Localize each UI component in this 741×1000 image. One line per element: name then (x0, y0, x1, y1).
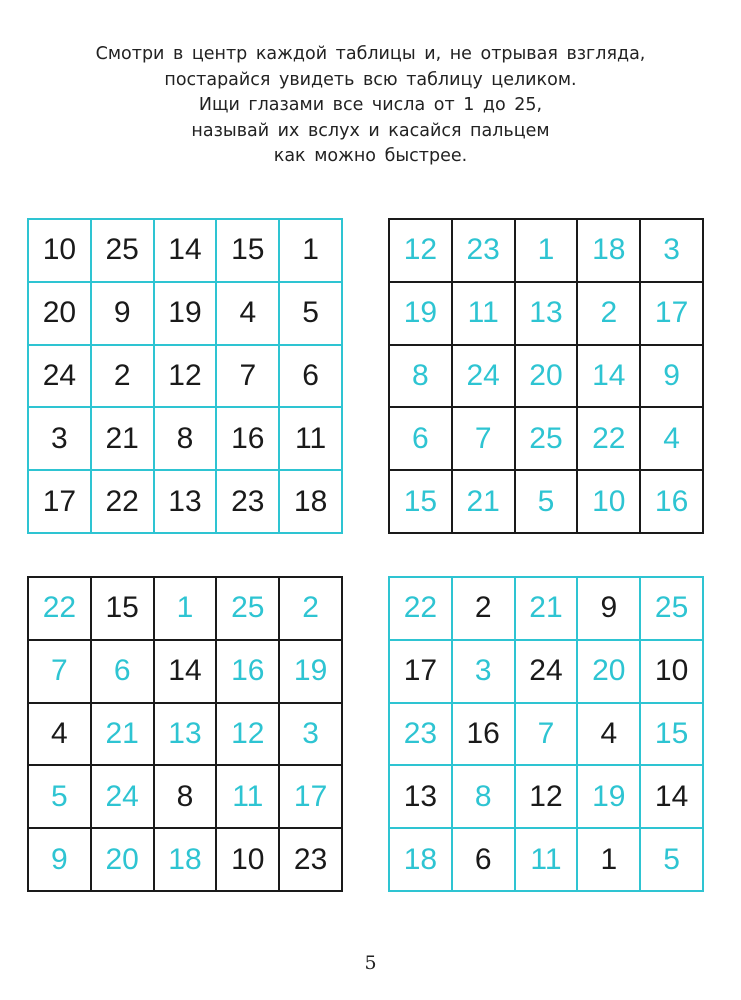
table-cell: 8 (155, 408, 218, 471)
table-cell: 12 (217, 704, 280, 767)
table-cell: 14 (155, 220, 218, 283)
table-cell: 7 (453, 408, 516, 471)
table-cell: 24 (516, 641, 579, 704)
table-cell: 9 (641, 346, 704, 409)
table-cell: 24 (92, 766, 155, 829)
table-cell: 12 (516, 766, 579, 829)
table-cell: 22 (92, 471, 155, 534)
table-cell: 4 (217, 283, 280, 346)
table-cell: 8 (453, 766, 516, 829)
table-cell: 5 (516, 471, 579, 534)
table-cell: 21 (92, 704, 155, 767)
number-table-1 (27, 218, 343, 534)
table-cell: 23 (280, 829, 343, 892)
table-cell: 1 (516, 220, 579, 283)
table-cell: 6 (390, 408, 453, 471)
table-cell: 2 (453, 578, 516, 641)
table-cell: 25 (516, 408, 579, 471)
table-cell: 18 (155, 829, 218, 892)
table-cell: 1 (155, 578, 218, 641)
instruction-line: постарайся увидеть всю таблицу целиком. (164, 69, 577, 90)
table-cell: 21 (516, 578, 579, 641)
number-table-4 (388, 576, 704, 892)
table-cell: 11 (280, 408, 343, 471)
table-cell: 13 (155, 471, 218, 534)
table-cell: 25 (641, 578, 704, 641)
table-cell: 15 (641, 704, 704, 767)
table-cell: 11 (453, 283, 516, 346)
table-cell: 21 (453, 471, 516, 534)
table-cell: 22 (390, 578, 453, 641)
table-cell: 14 (155, 641, 218, 704)
table-cell: 5 (641, 829, 704, 892)
table-cell: 3 (641, 220, 704, 283)
table-cell: 18 (390, 829, 453, 892)
table-cell: 23 (390, 704, 453, 767)
table-cell: 14 (641, 766, 704, 829)
table-cell: 7 (217, 346, 280, 409)
instruction-line: как можно быстрее. (273, 146, 468, 166)
table-cell: 2 (578, 283, 641, 346)
table-cell: 16 (217, 408, 280, 471)
table-cell: 15 (92, 578, 155, 641)
table-cell: 18 (280, 471, 343, 534)
table-cell: 17 (390, 641, 453, 704)
instruction-line: Ищи глазами все числа от 1 до 25, (198, 95, 543, 115)
table-cell: 19 (578, 766, 641, 829)
table-cell: 13 (516, 283, 579, 346)
table-cell: 20 (92, 829, 155, 892)
table-cell: 5 (280, 283, 343, 346)
table-cell: 15 (217, 220, 280, 283)
table-cell: 9 (29, 829, 92, 892)
table-cell: 16 (453, 704, 516, 767)
table-cell: 7 (516, 704, 579, 767)
table-cell: 6 (92, 641, 155, 704)
table-cell: 13 (155, 704, 218, 767)
table-cell: 21 (92, 408, 155, 471)
table-cell: 12 (390, 220, 453, 283)
page-number: 5 (364, 952, 377, 974)
table-cell: 3 (29, 408, 92, 471)
table-cell: 10 (29, 220, 92, 283)
table-cell: 17 (280, 766, 343, 829)
table-cell: 20 (516, 346, 579, 409)
table-cell: 5 (29, 766, 92, 829)
number-table-3 (27, 576, 343, 892)
table-cell: 4 (578, 704, 641, 767)
table-cell: 19 (390, 283, 453, 346)
table-cell: 18 (578, 220, 641, 283)
table-cell: 4 (641, 408, 704, 471)
table-cell: 1 (280, 220, 343, 283)
table-cell: 7 (29, 641, 92, 704)
table-cell: 3 (280, 704, 343, 767)
table-cell: 10 (217, 829, 280, 892)
table-cell: 10 (641, 641, 704, 704)
table-cell: 10 (578, 471, 641, 534)
table-cell: 11 (217, 766, 280, 829)
table-cell: 23 (453, 220, 516, 283)
table-cell: 23 (217, 471, 280, 534)
table-cell: 2 (92, 346, 155, 409)
table-cell: 20 (29, 283, 92, 346)
table-cell: 16 (217, 641, 280, 704)
table-cell: 3 (453, 641, 516, 704)
table-cell: 6 (280, 346, 343, 409)
table-cell: 11 (516, 829, 579, 892)
table-cell: 19 (280, 641, 343, 704)
table-cell: 22 (29, 578, 92, 641)
instruction-line: называй их вслух и касайся пальцем (191, 120, 550, 141)
table-cell: 22 (578, 408, 641, 471)
table-cell: 24 (453, 346, 516, 409)
table-cell: 1 (578, 829, 641, 892)
table-cell: 13 (390, 766, 453, 829)
table-cell: 12 (155, 346, 218, 409)
table-cell: 24 (29, 346, 92, 409)
table-cell: 2 (280, 578, 343, 641)
table-cell: 4 (29, 704, 92, 767)
instruction-line: Смотри в центр каждой таблицы и, не отрывая взгляда, (95, 44, 646, 64)
table-cell: 25 (92, 220, 155, 283)
table-cell: 25 (217, 578, 280, 641)
table-cell: 9 (578, 578, 641, 641)
table-cell: 9 (92, 283, 155, 346)
table-cell: 8 (390, 346, 453, 409)
table-cell: 15 (390, 471, 453, 534)
table-cell: 17 (29, 471, 92, 534)
table-cell: 8 (155, 766, 218, 829)
table-cell: 19 (155, 283, 218, 346)
table-cell: 17 (641, 283, 704, 346)
number-table-2 (388, 218, 704, 534)
table-cell: 16 (641, 471, 704, 534)
table-cell: 20 (578, 641, 641, 704)
table-cell: 14 (578, 346, 641, 409)
table-cell: 6 (453, 829, 516, 892)
instructions-text (0, 42, 741, 170)
